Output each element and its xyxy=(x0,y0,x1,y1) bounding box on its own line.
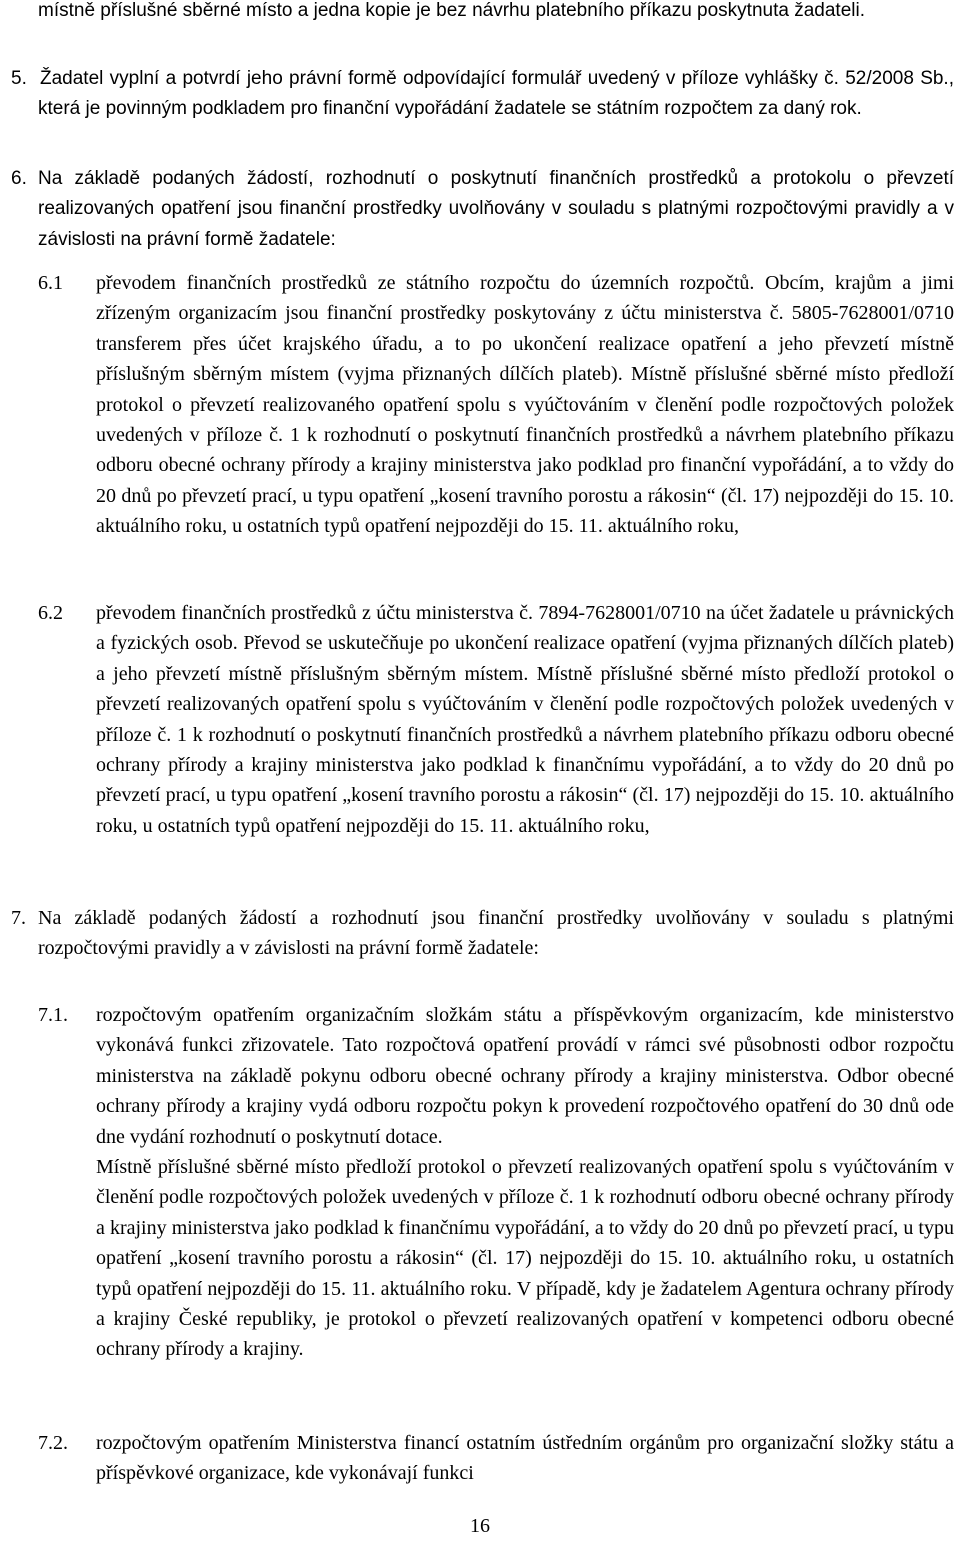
item-7-1-text-continued: Místně příslušné sběrné místo předloží protokol o převzetí realizovaných opatření spolu s vyúčtováním v členění podle rozpočtových položek uvedených v příloze č. 1 k rozhodnutí odboru obecné ochrany přírody a krajiny ministerstva jako podklad k finančnímu vypořádání, a to vždy do 20 dnů po převzetí prací, u typu opatření „kosení travního porostu a rákosin“ (čl. 17) nejpozději do 15. 10. aktuálního roku, u ostatních typů opatření nejpozději do 15. 11. aktuálního roku. V případě, kdy je žadatelem Agentura ochrany přírody a krajiny České republiky, je protokol o převzetí realizovaných opatření v kompetenci odboru obecné ochrany přírody a krajiny. xyxy=(96,1156,954,1361)
item-6-1-number: 6.1 xyxy=(38,272,63,294)
item-7-2-number: 7.2. xyxy=(38,1432,68,1454)
item-6-text: Na základě podaných žádostí, rozhodnutí o poskytnutí finančních prostředků a protokolu o převzetí realizovaných opatření jsou finanční prostředky uvolňovány v souladu s platnými rozpočtovými pravidly a v závislosti na právní formě žadatele: xyxy=(38,168,954,250)
item-6-2-text: převodem finančních prostředků z účtu ministerstva č. 7894-7628001/0710 na účet žadatele u právnických a fyzických osob. Převod se uskutečňuje po ukončení realizace opatření (vyjma přiznaných dílčích plateb) a jeho převzetí místně příslušným sběrným místem. Místně příslušné sběrné místo předloží protokol o převzetí realizovaných opatření spolu s vyúčtováním v členění podle rozpočtových položek uvedených v příloze č. 1 k rozhodnutí o poskytnutí finančních prostředků a návrhem platebního příkazu odboru obecné ochrany přírody a krajiny ministerstva jako podklad k finančnímu vypořádání, a to vždy do 20 dnů po převzetí prací, u typu opatření „kosení travního porostu a rákosin“ (čl. 17) nejpozději do 15. 10. aktuálního roku, u ostatních typů opatření nejpozději do 15. 11. aktuálního roku, xyxy=(96,602,954,837)
item-7-2-text: rozpočtovým opatřením Ministerstva financí ostatním ústředním orgánům pro organizační složky státu a příspěvkové organizace, kde vykonávají funkci xyxy=(96,1432,954,1485)
item-6-number: 6. xyxy=(11,168,27,189)
item-5-text: Žadatel vyplní a potvrdí jeho právní formě odpovídající formulář uvedený v příloze vyhlášky č. 52/2008 Sb., která je povinným podkladem pro finanční vypořádání žadatele se státním rozpočtem za daný rok. xyxy=(38,68,954,120)
item-7-1-number: 7.1. xyxy=(38,1004,68,1026)
item-6-1-text: převodem finančních prostředků ze státního rozpočtu do územních rozpočtů. Obcím, krajům a jimi zřízeným organizacím jsou finanční prostředky poskytovány z účtu ministerstva č. 5805-7628001/0710 transferem přes účet krajského úřadu, a to po ukončení realizace opatření a jeho převzetí místně příslušným sběrným místem (vyjma přiznaných dílčích plateb). Místně příslušné sběrné místo předloží protokol o převzetí realizovaného opatření spolu s vyúčtováním v členění podle rozpočtových položek uvedených v příloze č. 1 k rozhodnutí o poskytnutí finančních prostředků a návrhem platebního příkazu odboru obecné ochrany přírody a krajiny ministerstva jako podklad pro finanční vypořádání, a to vždy do 20 dnů po převzetí prací, u typu opatření „kosení travního porostu a rákosin“ (čl. 17) nejpozději do 15. 10. aktuálního roku, u ostatních typů opatření nejpozději do 15. 11. aktuálního roku, xyxy=(96,272,954,538)
intro-paragraph: místně příslušné sběrné místo a jedna kopie je bez návrhu platebního příkazu poskytnuta žadateli. xyxy=(38,0,865,21)
item-7-number: 7. xyxy=(11,907,26,929)
page-number: 16 xyxy=(470,1515,490,1537)
item-7-1-text: rozpočtovým opatřením organizačním složkám státu a příspěvkovým organizacím, kde ministerstvo vykonává funkci zřizovatele. Tato rozpočtová opatření provádí v rámci své působnosti odbor rozpočtu ministerstva na základě pokynu odboru obecné ochrany přírody a krajiny ministerstva. Odbor obecné ochrany přírody a krajiny vydá odboru rozpočtu pokyn k provedení rozpočtového opatření do 30 dnů ode dne vydání rozhodnutí o poskytnutí dotace. xyxy=(96,1004,954,1148)
item-5-number: 5. xyxy=(11,68,27,89)
item-7-text: Na základě podaných žádostí a rozhodnutí jsou finanční prostředky uvolňovány v souladu s platnými rozpočtovými pravidly a v závislosti na právní formě žadatele: xyxy=(38,907,954,960)
item-6-2-number: 6.2 xyxy=(38,602,63,624)
